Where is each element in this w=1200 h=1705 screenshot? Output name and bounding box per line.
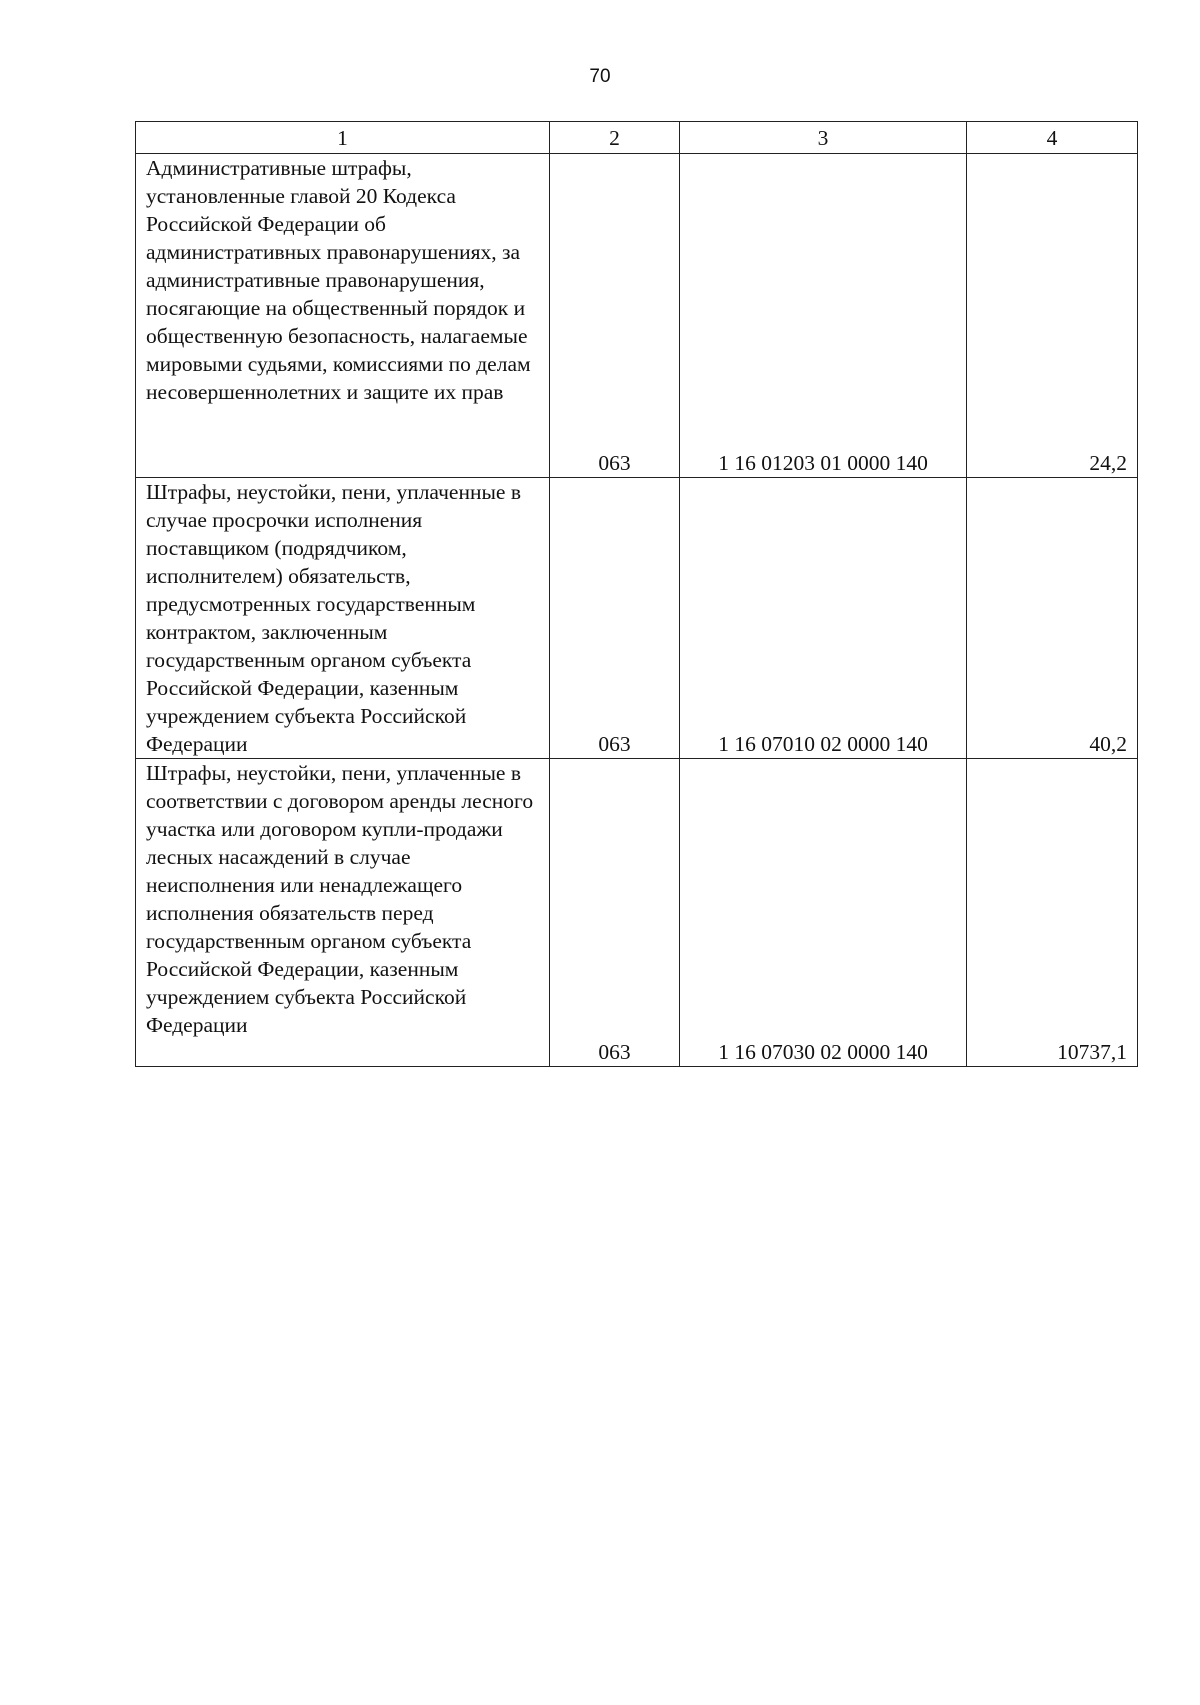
column-header-1: 1 bbox=[136, 122, 550, 154]
row-description: Штрафы, неустойки, пени, уплаченные в случае просрочки исполнения поставщиком (подрядчиком, исполнителем) обязательств, предусмотренных государственным контрактом, заключенным государственным органом субъекта Российской Федерации, казенным учреждением субъекта Российской Федерации bbox=[136, 478, 550, 759]
page-number: 70 bbox=[589, 66, 611, 87]
row-admin-code: 063 bbox=[550, 478, 680, 759]
row-amount: 24,2 bbox=[967, 154, 1138, 478]
row-amount: 10737,1 bbox=[967, 759, 1138, 1067]
row-budget-code: 1 16 01203 01 0000 140 bbox=[680, 154, 967, 478]
row-description: Административные штрафы, установленные главой 20 Кодекса Российской Федерации об административных правонарушениях, за административные правонарушения, посягающие на общественный порядок и общественную безопасность, налагаемые мировыми судьями, комиссиями по делам несовершеннолетних и защите их прав bbox=[136, 154, 550, 478]
row-admin-code: 063 bbox=[550, 154, 680, 478]
table-row bbox=[136, 478, 1138, 759]
row-amount: 40,2 bbox=[967, 478, 1138, 759]
row-budget-code: 1 16 07030 02 0000 140 bbox=[680, 759, 967, 1067]
budget-revenue-table bbox=[135, 121, 1138, 1067]
table-header-row bbox=[136, 122, 1138, 154]
table-row bbox=[136, 759, 1138, 1067]
row-admin-code: 063 bbox=[550, 759, 680, 1067]
row-budget-code: 1 16 07010 02 0000 140 bbox=[680, 478, 967, 759]
column-header-4: 4 bbox=[967, 122, 1138, 154]
row-description: Штрафы, неустойки, пени, уплаченные в соответствии с договором аренды лесного участка или договором купли-продажи лесных насаждений в случае неисполнения или ненадлежащего исполнения обязательств перед государственным органом субъекта Российской Федерации, казенным учреждением субъекта Российской Федерации bbox=[136, 759, 550, 1067]
column-header-2: 2 bbox=[550, 122, 680, 154]
column-header-3: 3 bbox=[680, 122, 967, 154]
table-row bbox=[136, 154, 1138, 478]
